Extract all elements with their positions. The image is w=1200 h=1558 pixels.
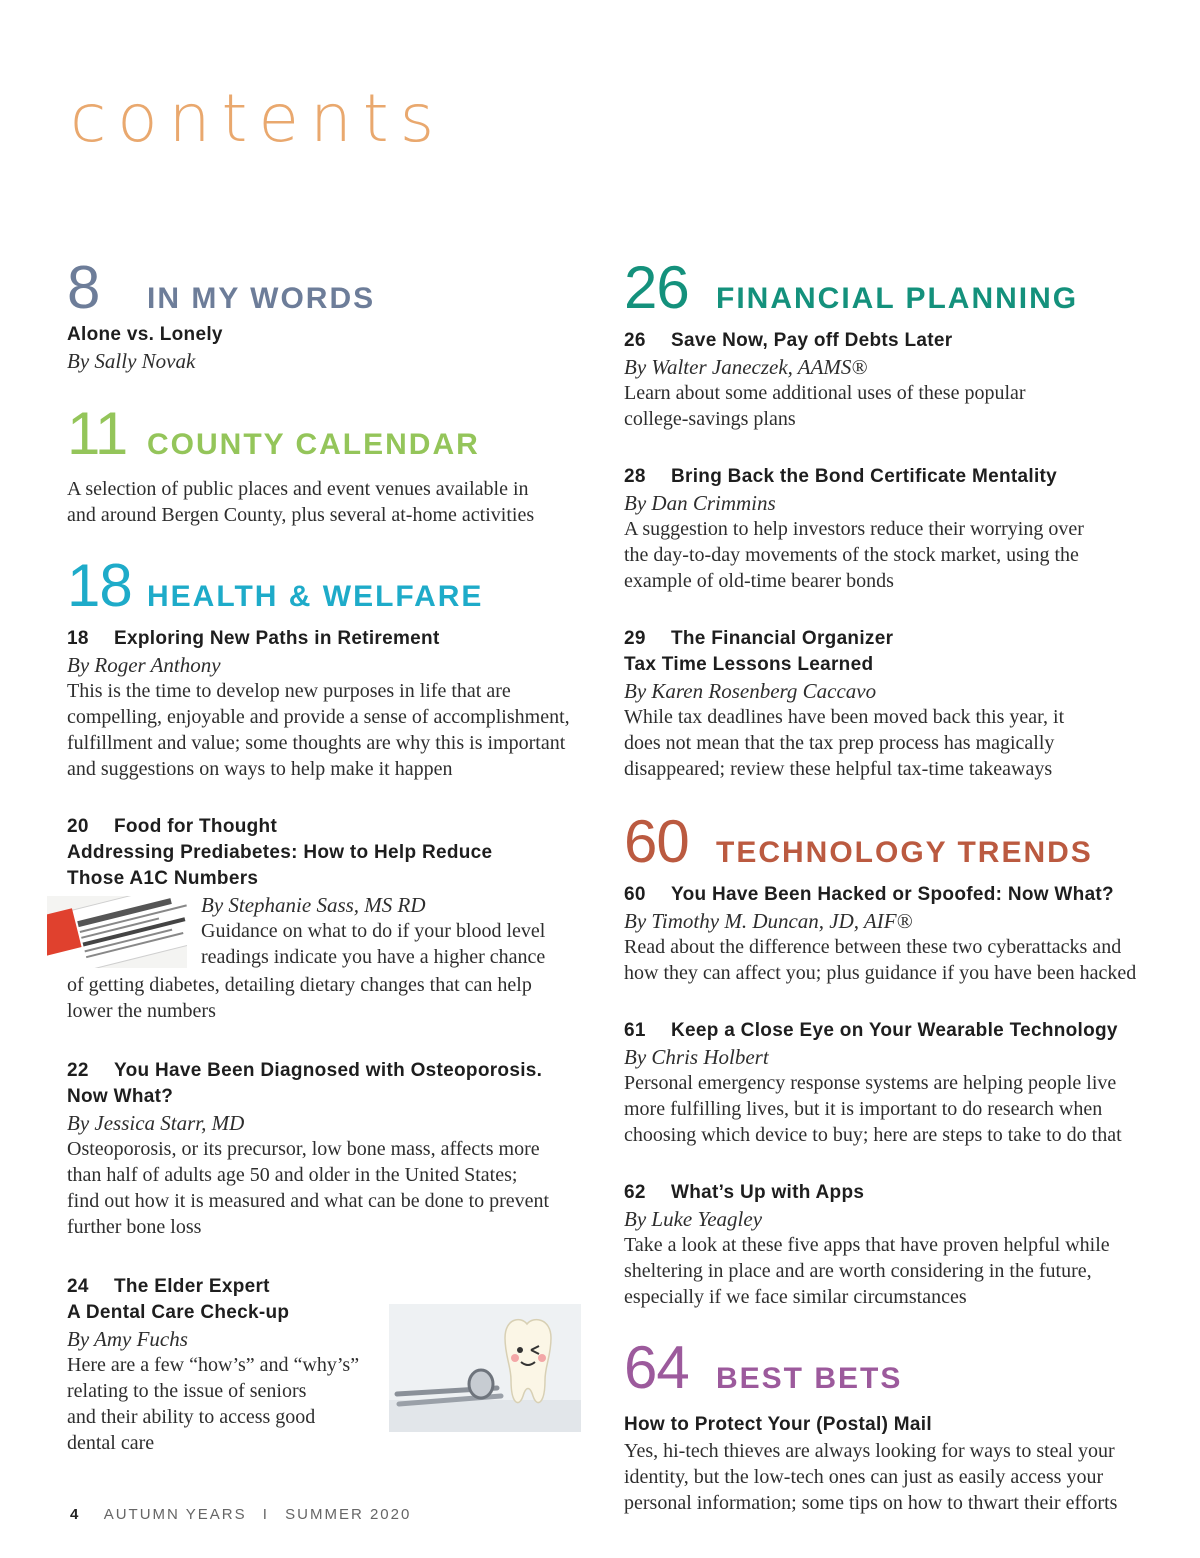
section-health-welfare [67,552,597,1456]
page-heading: contents [70,80,446,157]
article-description-line: relating to the issue of seniors [67,1380,307,1402]
article-description-line: compelling, enjoyable and provide a sense of accomplishment, [67,706,570,728]
article-author: By Stephanie Sass, MS RD [201,893,426,917]
section-best-bets [624,1334,1174,1516]
section-in-my-words [67,254,597,374]
nutrition-label-image [47,896,187,968]
section-title[interactable]: COUNTY CALENDAR [147,428,480,461]
article-subtitle: Now What? [67,1086,174,1107]
footer-issue: SUMMER 2020 [285,1506,412,1523]
article-title[interactable]: 22 You Have Been Diagnosed with Osteoporosis. [67,1058,597,1084]
article-description-line: does not mean that the tax prep process has magically [624,732,1055,754]
article-description-line: the day-to-day movements of the stock market, using the [624,544,1079,566]
article-entry [67,322,597,374]
article-description-line: how they can affect you; plus guidance if you have been hacked [624,962,1137,984]
section-title[interactable]: FINANCIAL PLANNING [716,282,1079,315]
article-description-line: A suggestion to help investors reduce their worrying over [624,518,1084,540]
article-title[interactable]: 24 The Elder Expert [67,1274,597,1300]
article-description-line: than half of adults age 50 and older in the United States; [67,1164,518,1186]
footer-separator: I [262,1506,269,1523]
article-entry [624,1412,1174,1516]
left-column [67,254,597,1456]
article-entry [67,814,597,1024]
section-number: 60 [624,808,689,875]
article-description-line: and suggestions on ways to help make it happen [67,758,453,780]
article-author: By Sally Novak [67,349,196,373]
article-entry [624,882,1174,986]
section-title[interactable]: BEST BETS [716,1362,903,1395]
article-description-line: disappeared; review these helpful tax-time takeaways [624,758,1053,780]
article-description-line: A selection of public places and event venues available in [67,478,529,500]
article-subtitle: Addressing Prediabetes: How to Help Reduce [67,842,493,863]
article-title[interactable]: 60 You Have Been Hacked or Spoofed: Now What? [624,882,1174,908]
article-author: By Amy Fuchs [67,1327,188,1351]
section-number: 18 [67,552,132,619]
article-description-line: of getting diabetes, detailing dietary changes that can help [67,974,532,996]
article-author: By Chris Holbert [624,1045,769,1069]
article-title[interactable]: 18 Exploring New Paths in Retirement [67,626,597,652]
article-description-line: identity, but the low-tech ones can just as easily access your [624,1466,1104,1488]
article-page: 29 [624,628,646,649]
section-financial-planning [624,254,1174,782]
article-author: By Luke Yeagley [624,1207,763,1231]
article-description-line: and around Bergen County, plus several at-home activities [67,504,535,526]
article-page: 60 [624,884,646,905]
footer-page-number: 4 [70,1506,81,1523]
article-description-line: Osteoporosis, or its precursor, low bone mass, affects more [67,1138,540,1160]
article-description-line: Take a look at these five apps that have proven helpful while [624,1234,1110,1256]
article-entry [67,626,597,782]
article-entry [624,1180,1174,1310]
article-description-line: choosing which device to buy; here are steps to take to do that [624,1124,1122,1146]
section-title[interactable]: TECHNOLOGY TRENDS [716,836,1093,869]
article-title[interactable]: 20 Food for Thought [67,814,597,840]
article-description-line: Yes, hi-tech thieves are always looking for ways to steal your [624,1440,1115,1462]
article-description-line: Personal emergency response systems are helping people live [624,1072,1117,1094]
article-entry [624,1018,1174,1148]
article-description-line: This is the time to develop new purposes in life that are [67,680,511,702]
article-page: 61 [624,1020,646,1041]
section-number: 26 [624,254,689,321]
article-description-line: While tax deadlines have been moved back this year, it [624,706,1065,728]
article-description-line: Guidance on what to do if your blood level [201,920,546,942]
article-description-line: more fulfilling lives, but it is important to do research when [624,1098,1103,1120]
article-entry [67,1274,597,1456]
article-subtitle: A Dental Care Check-up [67,1302,290,1323]
article-page: 62 [624,1182,646,1203]
section-technology-trends [624,808,1174,1310]
article-title[interactable]: 28 Bring Back the Bond Certificate Mentality [624,464,1174,490]
article-page: 26 [624,330,646,351]
article-description-line: Read about the difference between these two cyberattacks and [624,936,1122,958]
article-entry [624,328,1174,432]
article-description-line: lower the numbers [67,1000,216,1022]
article-author: By Jessica Starr, MD [67,1111,245,1135]
article-page: 28 [624,466,646,487]
article-author: By Karen Rosenberg Caccavo [624,679,877,703]
section-number: 64 [624,1334,689,1401]
article-description-line: fulfillment and value; some thoughts are why this is important [67,732,566,754]
article-author: By Dan Crimmins [624,491,776,515]
article-title[interactable]: 29 The Financial Organizer [624,626,1174,652]
section-number: 8 [67,254,100,321]
dental-tooth-image [389,1304,581,1432]
article-description-line: Learn about some additional uses of these popular [624,382,1026,404]
article-description-line: example of old-time bearer bonds [624,570,894,592]
article-author: By Timothy M. Duncan, JD, AIF® [624,909,913,933]
article-title[interactable]: Alone vs. Lonely [67,324,223,345]
article-entry [67,476,597,528]
article-page: 22 [67,1060,89,1081]
article-description-line: personal information; some tips on how to thwart their efforts [624,1492,1118,1514]
article-entry [624,464,1174,594]
article-title[interactable]: How to Protect Your (Postal) Mail [624,1414,932,1435]
section-county-calendar [67,400,597,528]
article-description-line: college-savings plans [624,408,796,430]
article-entry [624,626,1174,782]
article-author: By Walter Janeczek, AAMS® [624,355,868,379]
article-description-line: further bone loss [67,1216,202,1238]
article-description-line: Here are a few “how’s” and “why’s” [67,1354,360,1376]
article-description-line: readings indicate you have a higher chance [201,946,546,968]
page-footer [70,1506,411,1523]
article-title[interactable]: 26 Save Now, Pay off Debts Later [624,328,1174,354]
article-page: 24 [67,1276,89,1297]
article-page: 18 [67,628,89,649]
section-title[interactable]: IN MY WORDS [147,282,376,315]
article-title[interactable]: 61 Keep a Close Eye on Your Wearable Technology [624,1018,1174,1044]
section-title[interactable]: HEALTH & WELFARE [147,580,484,613]
article-description-line: especially if we face similar circumstances [624,1286,967,1308]
article-entry [67,1058,597,1240]
article-author: By Roger Anthony [67,653,221,677]
article-description-line: find out how it is measured and what can be done to prevent [67,1190,550,1212]
footer-publication: AUTUMN YEARS [103,1506,247,1523]
article-description-line: and their ability to access good [67,1406,316,1428]
article-description-line: sheltering in place and are worth considering in the future, [624,1260,1092,1282]
article-title[interactable]: 62 What’s Up with Apps [624,1180,1174,1206]
section-number: 11 [67,400,128,467]
article-subtitle: Those A1C Numbers [67,868,259,889]
right-column [624,254,1174,1516]
article-page: 20 [67,816,89,837]
article-subtitle: Tax Time Lessons Learned [624,654,874,675]
article-description-line: dental care [67,1432,155,1454]
